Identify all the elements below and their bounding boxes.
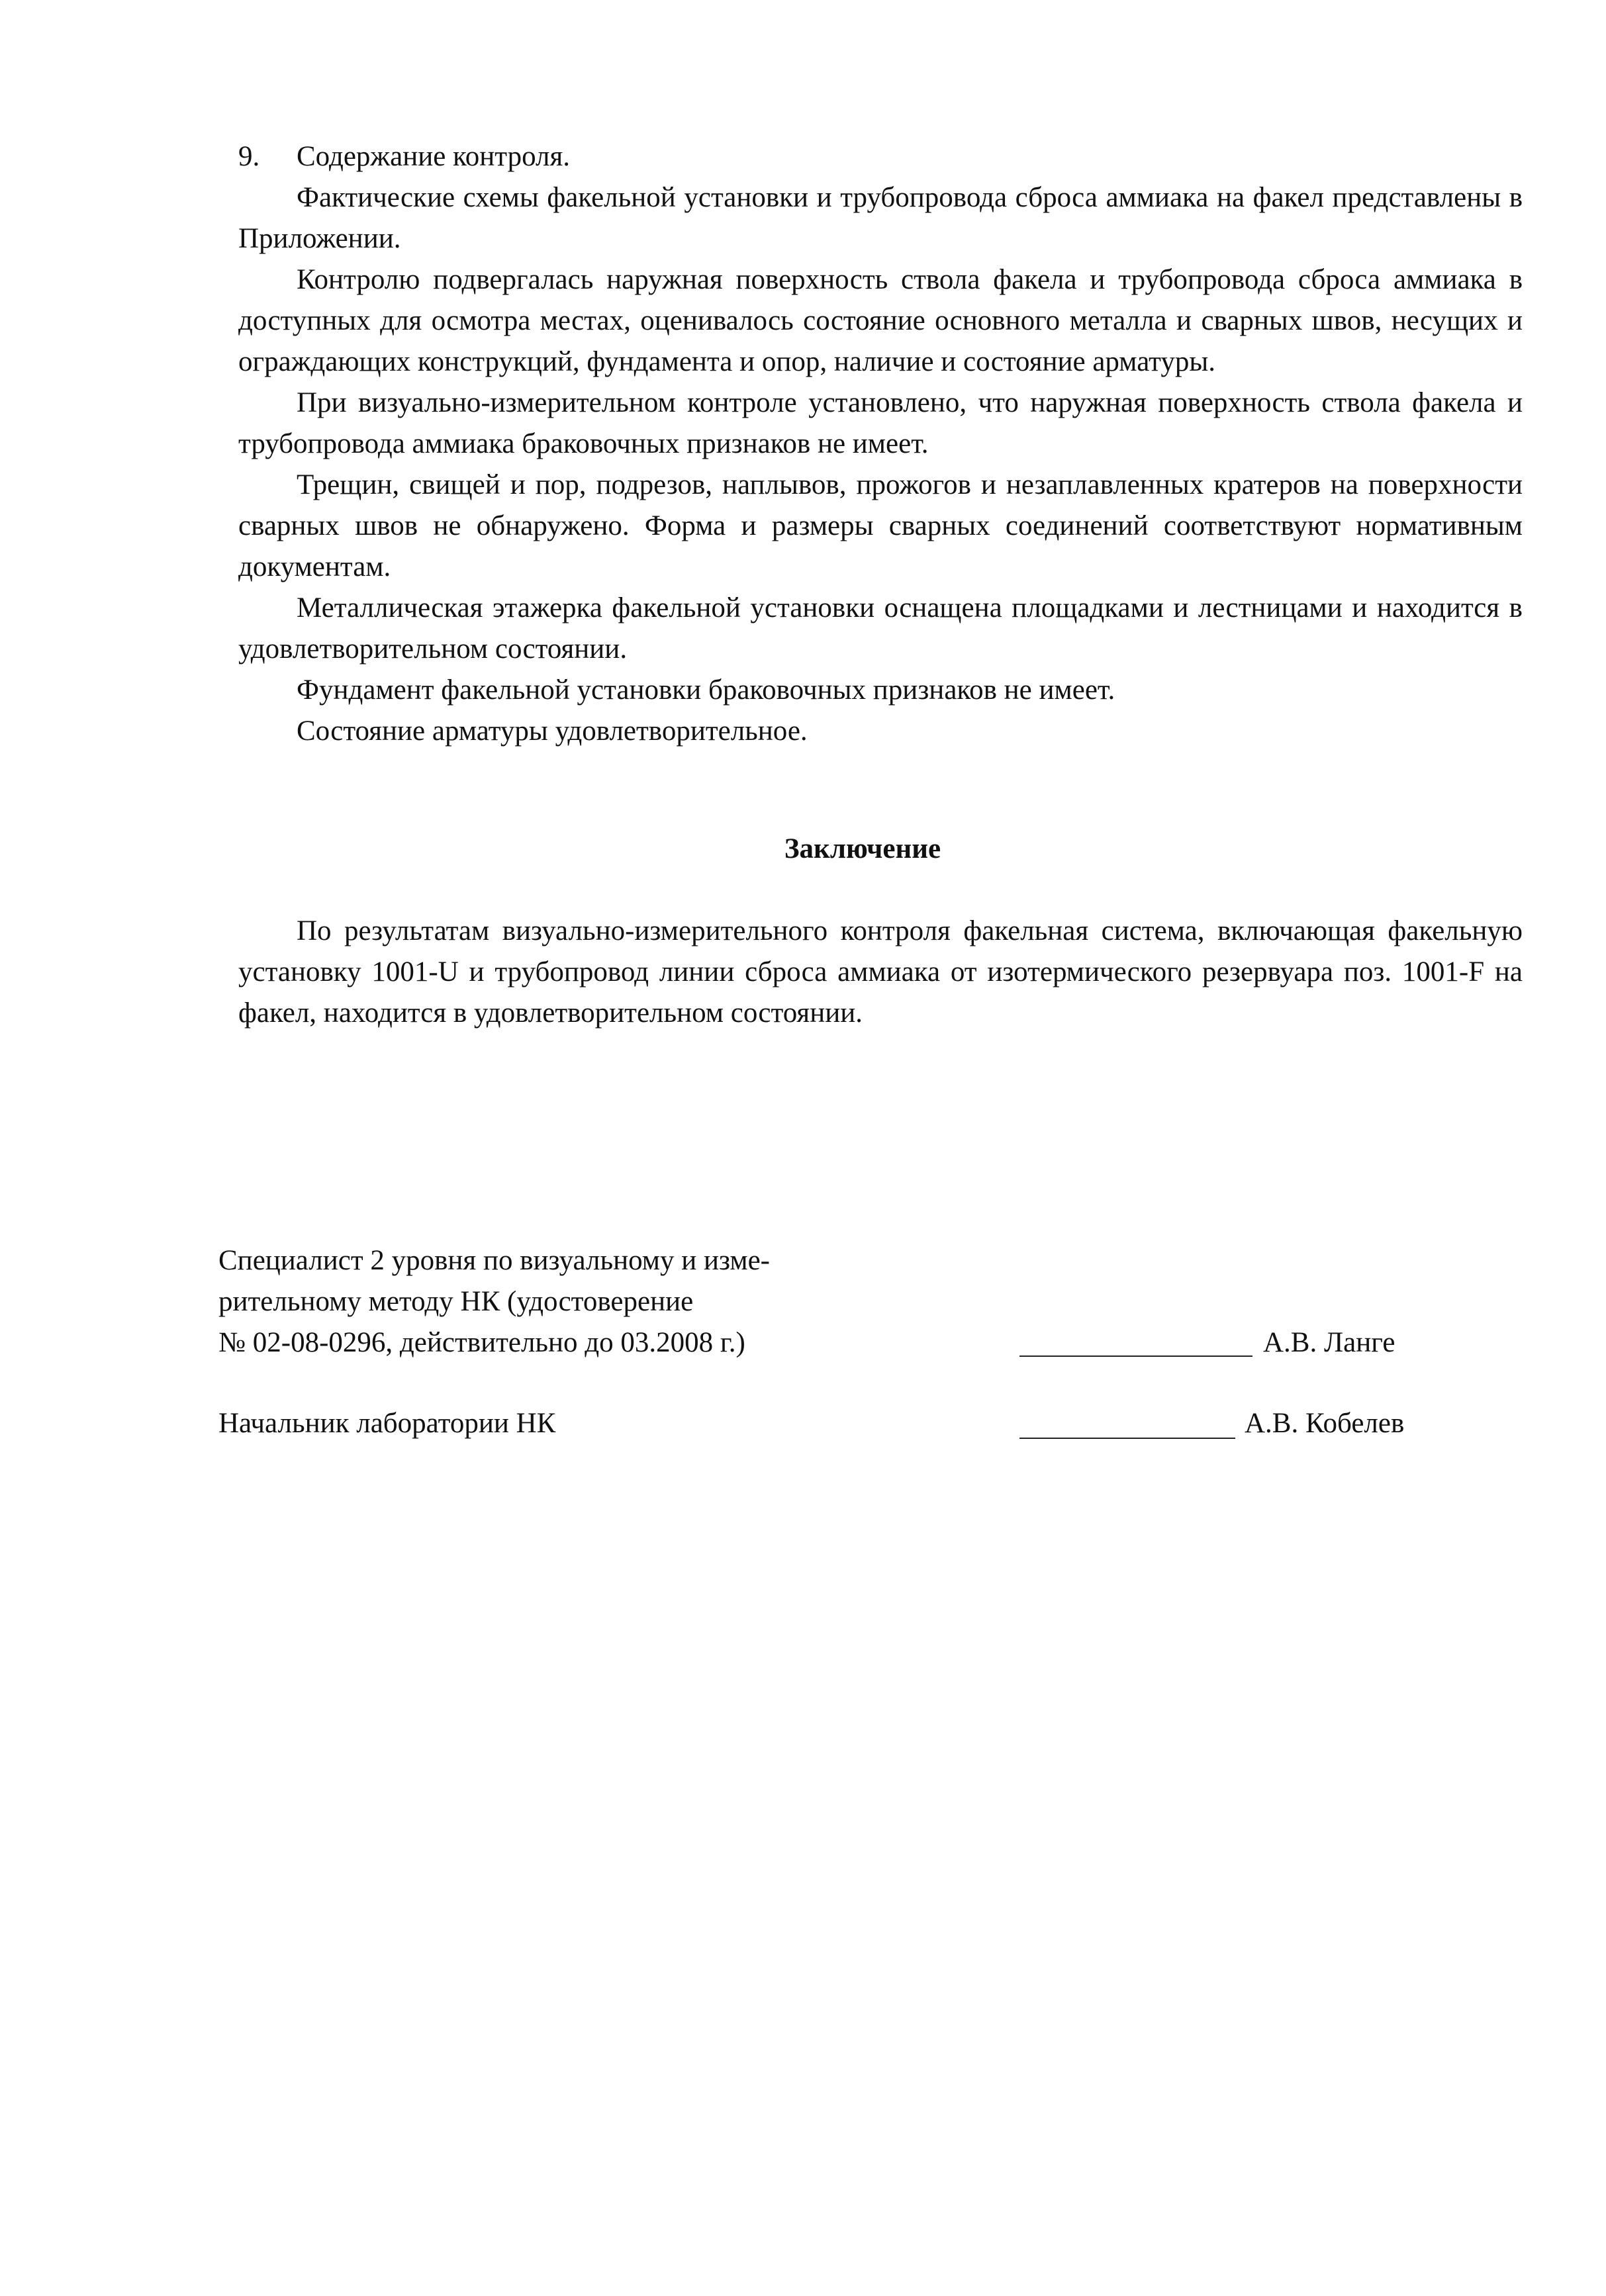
conclusion-text: По результатам визуально-измерительного контроля факельная система, включающая факельную установку 1001-U и трубопровод линии сброса аммиака от изотермического резервуара поз. 1001-F на факел, находится в удовлетворительном состоянии. [238, 915, 1523, 1029]
paragraph-fittings: Состояние арматуры удовлетворительное. [297, 715, 808, 747]
specialist-name: А.В. Ланге [1263, 1327, 1395, 1358]
specialist-signature-line [1019, 1355, 1252, 1357]
paragraph-structure: Металлическая этажерка факельной установки оснащена площадками и лестницами и находится в удовлетворительном состоянии. [238, 592, 1523, 665]
head-signature-line [1019, 1438, 1235, 1439]
paragraph-surface: При визуально-измерительном контроле установлено, что наружная поверхность ствола факела и трубопровода аммиака браковочных признаков не имеет. [238, 387, 1523, 459]
section-title: Содержание контроля. [297, 141, 571, 172]
specialist-title-line2: рительному методу НК (удостоверение [218, 1286, 694, 1317]
conclusion-title: Заключение [784, 833, 941, 864]
specialist-title-line3: № 02-08-0296, действительно до 03.2008 г.) [218, 1327, 745, 1358]
conclusion-body [238, 911, 1523, 1034]
paragraph-scope: Контролю подвергалась наружная поверхность ствола факела и трубопровода сброса аммиака в доступных для осмотра местах, оценивалось состояние основного металла и сварных швов, несущих и ограждающих конструкций, фундамента и опор, наличие и состояние арматуры. [238, 264, 1523, 377]
section-body [238, 177, 1523, 752]
head-name: А.В. Кобелев [1245, 1408, 1405, 1439]
paragraph-schemes: Фактические схемы факельной установки и трубопровода сброса аммиака на факел представлены в Приложении. [238, 182, 1523, 254]
paragraph-welds: Трещин, свищей и пор, подрезов, наплывов, прожогов и незаплавленных кратеров на поверхности сварных швов не обнаружено. Форма и размеры сварных соединений соответствуют нормативным документам. [238, 469, 1523, 582]
specialist-title-line1: Специалист 2 уровня по визуальному и изме- [218, 1245, 770, 1276]
paragraph-foundation: Фундамент факельной установки браковочных признаков не имеет. [297, 674, 1115, 706]
section-number: 9. [238, 141, 260, 172]
head-title: Начальник лаборатории НК [218, 1408, 556, 1439]
